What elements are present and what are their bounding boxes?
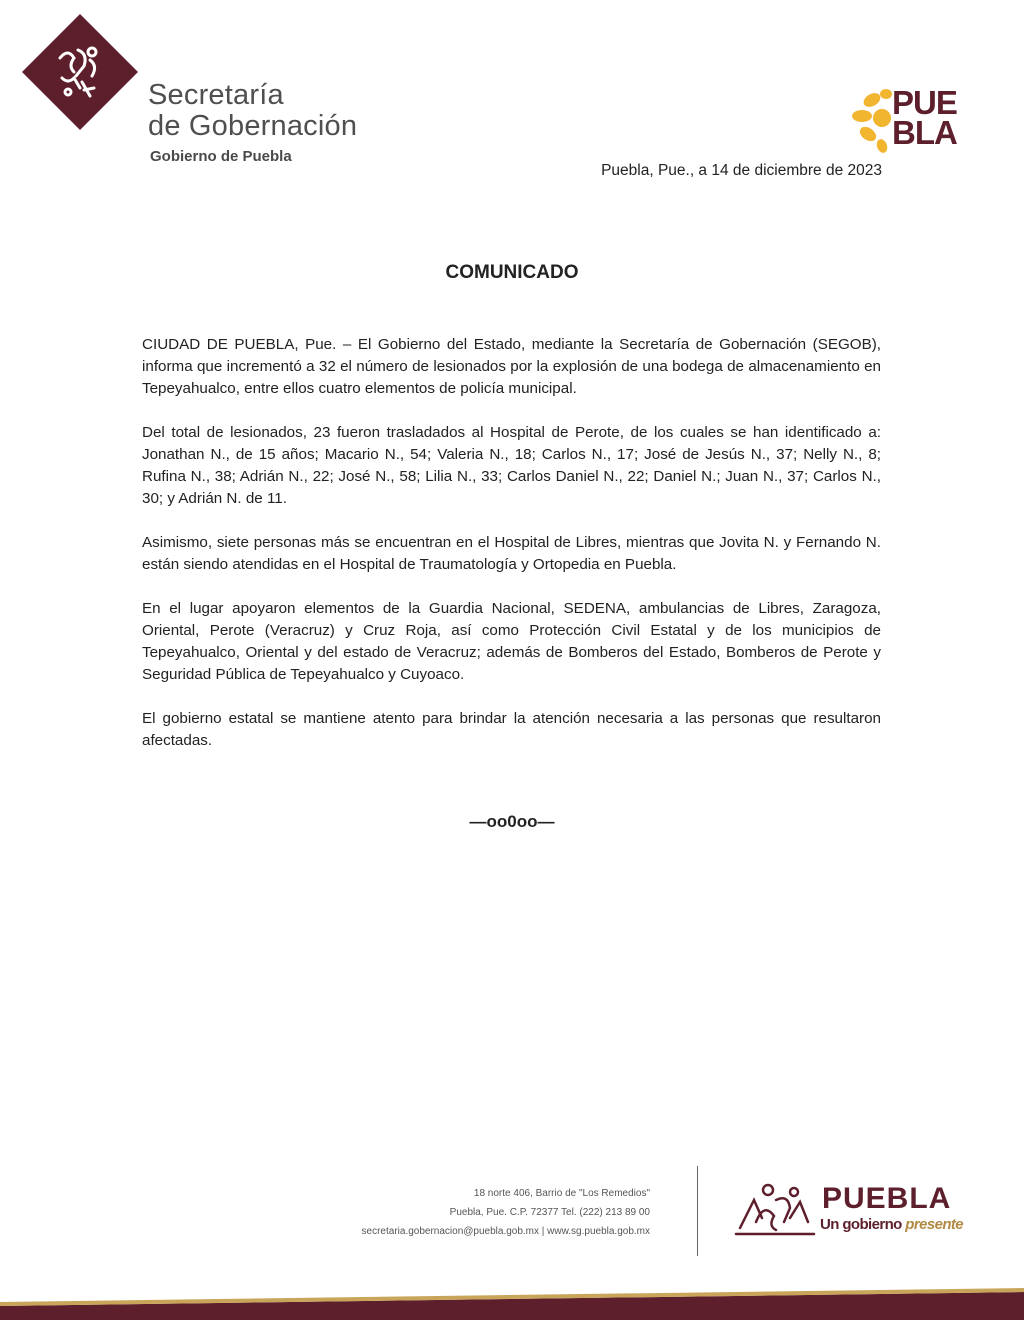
tagline-accent: presente: [905, 1216, 964, 1233]
agency-name: [148, 80, 357, 142]
government-subtitle: Gobierno de Puebla: [150, 148, 292, 165]
document-title: COMUNICADO: [445, 262, 579, 283]
tagline-main: Un gobierno: [820, 1216, 906, 1233]
secretaria-seal-logo: [20, 12, 140, 132]
paragraph: Del total de lesionados, 23 fueron trasladados al Hospital de Perote, de los cuales se han identificado a: Jonathan N., de 15 años; Macario N., 54; Valeria N., 18; Carlos N., 17; José de Jesús N., 37; Nelly N., 8; Rufina N., 38; Adrián N., 22; José N., 58; Lilia N., 33; Carlos Daniel N., 22; Daniel N.; Juan N., 37; Carlos N., 30; y Adrián N. de 11.: [142, 424, 881, 507]
puebla-wordmark-line1: PUE: [892, 84, 957, 121]
agency-name-line2: de Gobernación: [148, 110, 358, 142]
footer-tagline: [820, 1216, 963, 1233]
bottom-decorative-band: [0, 1262, 1024, 1320]
puebla-wordmark: [892, 84, 957, 151]
address-line: Puebla, Pue. C.P. 72377 Tel. (222) 213 89 00: [449, 1207, 650, 1218]
puebla-emblem-icon: [732, 1178, 818, 1236]
paragraph: En el lugar apoyaron elementos de la Guardia Nacional, SEDENA, ambulancias de Libres, Zaragoza, Oriental, Perote (Veracruz) y Cruz Roja, así como Protección Civil Estatal y de los municipios de Tepeyahualco, Oriental y del estado de Veracruz; además de Bomberos del Estado, Bomberos de Perote y Seguridad Pública de Tepeyahualco y Cuyoaco.: [142, 600, 881, 683]
footer-divider: [697, 1166, 698, 1256]
address-line: 18 norte 406, Barrio de "Los Remedios": [473, 1188, 650, 1199]
agency-name-line1: Secretaría: [148, 79, 284, 111]
closing-mark: —oo0oo—: [469, 812, 555, 831]
footer-address: [362, 1184, 650, 1241]
contact-line[interactable]: secretaria.gobernacion@puebla.gob.mx | www.sg.puebla.gob.mx: [361, 1226, 650, 1237]
footer-brand-name: PUEBLA: [822, 1182, 952, 1215]
document-body: [142, 334, 881, 774]
paragraph: Asimismo, siete personas más se encuentran en el Hospital de Libres, mientras que Jovita N. y Fernando N. están siendo atendidas en el Hospital de Traumatología y Ortopedia en Puebla.: [142, 534, 881, 573]
date-line: Puebla, Pue., a 14 de diciembre de 2023: [601, 162, 882, 179]
paragraph: El gobierno estatal se mantiene atento para brindar la atención necesaria a las personas que resultaron afectadas.: [142, 710, 881, 749]
paragraph: CIUDAD DE PUEBLA, Pue. – El Gobierno del Estado, mediante la Secretaría de Gobernación (SEGOB), informa que incrementó a 32 el número de lesionados por la explosión de una bodega de almacenamiento en Tepeyahualco, entre ellos cuatro elementos de policía municipal.: [142, 336, 881, 397]
puebla-wordmark-line2: BLA: [892, 114, 957, 151]
